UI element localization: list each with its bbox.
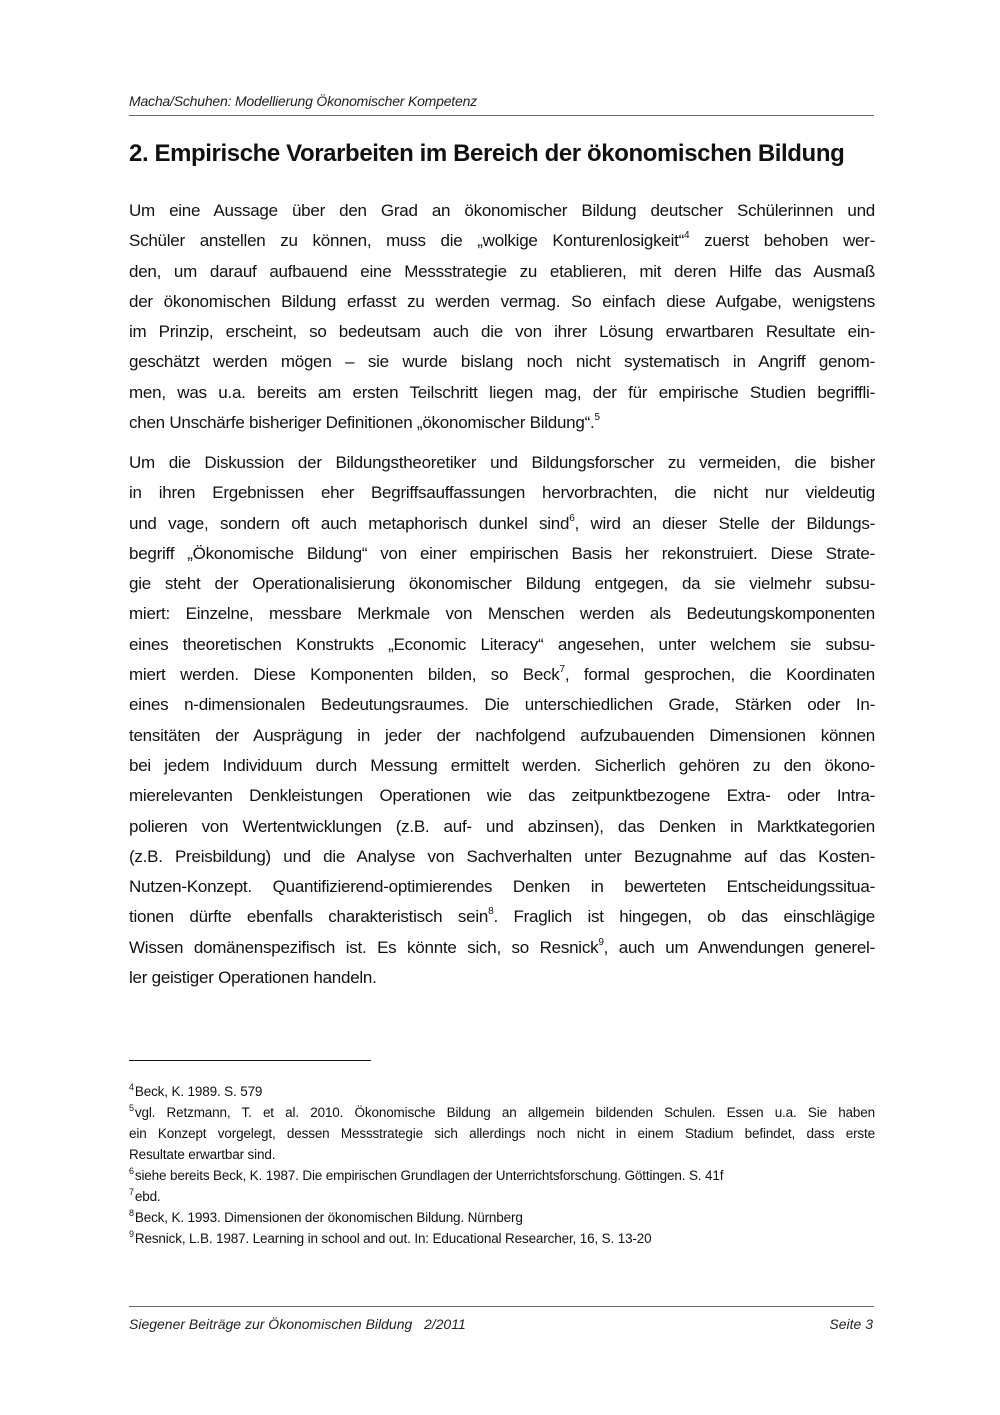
line-text: (z.B. Preisbildung) und die Analyse von Sachverhalten unter Bezugnahme auf das Kosten-	[129, 846, 875, 866]
text-line	[129, 226, 875, 256]
footnote-reference[interactable]: 7	[559, 664, 565, 676]
paragraph-2	[129, 448, 875, 993]
footnote-reference[interactable]: 8	[488, 906, 494, 918]
line-text: mierelevanten Denkleistungen Operationen wie das zeitpunktbezogene Extra- oder Intra-	[129, 786, 875, 806]
text-line	[129, 902, 875, 932]
footer-rule	[129, 1306, 874, 1307]
footnote-7	[129, 1186, 875, 1207]
footer-page-number: Seite 3	[829, 1316, 873, 1332]
line-text: eines theoretischen Konstrukts „Economic Literacy“ angesehen, unter welchem sie subsu-	[129, 634, 875, 654]
line-text: bei jedem Individuum durch Messung ermittelt werden. Sicherlich gehören zu den ökono-	[129, 755, 875, 775]
text-line	[129, 721, 875, 751]
line-text: tensitäten der Ausprägung in jeder der nachfolgend aufzubauenden Dimensionen können	[129, 725, 875, 745]
text-line	[129, 690, 875, 720]
text-line	[129, 196, 875, 226]
line-text: , formal gesprochen, die Koordinaten	[564, 665, 875, 685]
footnote-number: 9	[129, 1229, 134, 1239]
line-text: eines n-dimensionalen Bedeutungsraumes. Die unterschiedlichen Grade, Stärken oder In-	[129, 695, 875, 715]
text-line	[129, 287, 875, 317]
footnote-number: 5	[129, 1103, 134, 1113]
footnote-line	[129, 1228, 875, 1249]
line-text: gie steht der Operationalisierung ökonomischer Bildung entgegen, da sie vielmehr subsu-	[129, 574, 875, 594]
text-line	[129, 317, 875, 347]
footnote-reference[interactable]: 6	[569, 512, 575, 524]
line-text: ler geistiger Operationen handeln.	[129, 968, 377, 988]
footnote-6	[129, 1165, 875, 1186]
footnote-8	[129, 1207, 875, 1228]
text-line	[129, 378, 875, 408]
footnote-text: Beck, K. 1989. S. 579	[134, 1084, 263, 1099]
text-line	[129, 751, 875, 781]
text-line	[129, 812, 875, 842]
footnote-number: 8	[129, 1208, 134, 1218]
text-line	[129, 448, 875, 478]
footnote-reference[interactable]: 5	[594, 412, 600, 424]
footnote-reference[interactable]: 9	[598, 936, 604, 948]
line-text: den, um darauf aufbauend eine Messstrategie zu etablieren, mit deren Hilfe das Ausmaß	[129, 261, 875, 281]
footnote-5	[129, 1102, 875, 1165]
text-line	[129, 509, 875, 539]
footnotes	[129, 1081, 875, 1249]
line-text: Um die Diskussion der Bildungstheoretiker und Bildungsforscher zu vermeiden, die bisher	[129, 453, 875, 472]
line-text: chen Unschärfe bisheriger Definitionen „ökonomischer Bildung“.	[129, 413, 595, 433]
text-line	[129, 842, 875, 872]
line-text: geschätzt werden mögen – sie wurde bislang noch nicht systematisch in Angriff genom-	[129, 352, 875, 372]
text-line	[129, 257, 875, 287]
text-line	[129, 569, 875, 599]
footnote-line	[129, 1165, 875, 1186]
text-line	[129, 478, 875, 508]
footnote-text: Resultate erwartbar sind.	[129, 1147, 276, 1162]
section-title: 2. Empirische Vorarbeiten im Bereich der ökonomischen Bildung	[129, 140, 845, 167]
text-line	[129, 933, 875, 963]
running-head: Macha/Schuhen: Modellierung Ökonomischer Kompetenz	[129, 93, 477, 109]
line-text: in ihren Ergebnissen eher Begriffsauffassungen hervorbrachten, die nicht nur vieldeutig	[129, 483, 875, 503]
text-line	[129, 630, 875, 660]
line-text: zuerst behoben wer-	[689, 231, 876, 251]
footnote-line	[129, 1081, 875, 1102]
footnote-text: ebd.	[134, 1189, 161, 1204]
footnote-line	[129, 1207, 875, 1228]
footnote-number: 7	[129, 1187, 134, 1197]
line-text: , auch um Anwendungen generel-	[603, 937, 875, 957]
footnote-4	[129, 1081, 875, 1102]
footer-journal: Siegener Beiträge zur Ökonomischen Bildung 2/2011	[129, 1316, 466, 1332]
line-text: tionen dürfte ebenfalls charakteristisch sein	[129, 907, 489, 927]
footnote-line	[129, 1102, 875, 1123]
text-line	[129, 872, 875, 902]
line-text: im Prinzip, erscheint, so bedeutsam auch die von ihrer Lösung erwartbaren Resultate ein-	[129, 322, 875, 342]
text-line	[129, 539, 875, 569]
footnote-text: ein Konzept vorgelegt, dessen Messstrategie sich allerdings noch nicht in einem Stadium befindet, dass erste	[129, 1126, 875, 1141]
line-text: und vage, sondern oft auch metaphorisch dunkel sind	[129, 513, 570, 533]
text-line	[129, 660, 875, 690]
line-text: , wird an dieser Stelle der Bildungs-	[574, 513, 875, 533]
line-text: der ökonomischen Bildung erfasst zu werden vermag. So einfach diese Aufgabe, wenigstens	[129, 291, 875, 311]
footnote-line	[129, 1186, 875, 1207]
footnote-rule	[129, 1060, 371, 1061]
footnote-line	[129, 1144, 875, 1165]
line-text: miert werden. Diese Komponenten bilden, so Beck	[129, 665, 560, 685]
line-text: . Fraglich ist hingegen, ob das einschlägige	[493, 907, 876, 927]
footnote-number: 4	[129, 1082, 134, 1092]
line-text: Wissen domänenspezifisch ist. Es könnte sich, so Resnick	[129, 937, 599, 957]
footnote-text: Resnick, L.B. 1987. Learning in school and out. In: Educational Researcher, 16, S. 13-20	[134, 1231, 652, 1246]
paragraph-1	[129, 196, 875, 438]
line-text: miert: Einzelne, messbare Merkmale von Menschen werden als Bedeutungskomponenten	[129, 604, 875, 624]
header-rule	[129, 115, 874, 116]
footnote-text: vgl. Retzmann, T. et al. 2010. Ökonomische Bildung an allgemein bildenden Schulen. Essen u.a. Sie haben	[134, 1105, 875, 1120]
footnote-text: Beck, K. 1993. Dimensionen der ökonomischen Bildung. Nürnberg	[134, 1210, 523, 1225]
line-text: Schüler anstellen zu können, muss die „wolkige Konturenlosigkeit“	[129, 231, 684, 251]
text-line	[129, 408, 875, 438]
line-text: polieren von Wertentwicklungen (z.B. auf- und abzinsen), das Denken in Marktkategorien	[129, 816, 875, 836]
line-text: begriff „Ökonomische Bildung“ von einer empirischen Basis her rekonstruiert. Diese Strate-	[129, 543, 875, 563]
text-line	[129, 781, 875, 811]
line-text: Nutzen-Konzept. Quantifizierend-optimierendes Denken in bewerteten Entscheidungssitua-	[129, 877, 875, 897]
footnote-number: 6	[129, 1166, 134, 1176]
text-line	[129, 599, 875, 629]
footnote-9	[129, 1228, 875, 1249]
footnote-line	[129, 1123, 875, 1144]
footnote-text: siehe bereits Beck, K. 1987. Die empirischen Grundlagen der Unterrichtsforschung. Göttingen. S. 41f	[134, 1168, 724, 1183]
line-text: men, was u.a. bereits am ersten Teilschritt liegen mag, der für empirische Studien begriffli-	[129, 382, 875, 402]
footnote-reference[interactable]: 4	[684, 230, 690, 242]
line-text: Um eine Aussage über den Grad an ökonomischer Bildung deutscher Schülerinnen und	[129, 201, 875, 220]
text-line	[129, 963, 875, 993]
text-line	[129, 347, 875, 377]
